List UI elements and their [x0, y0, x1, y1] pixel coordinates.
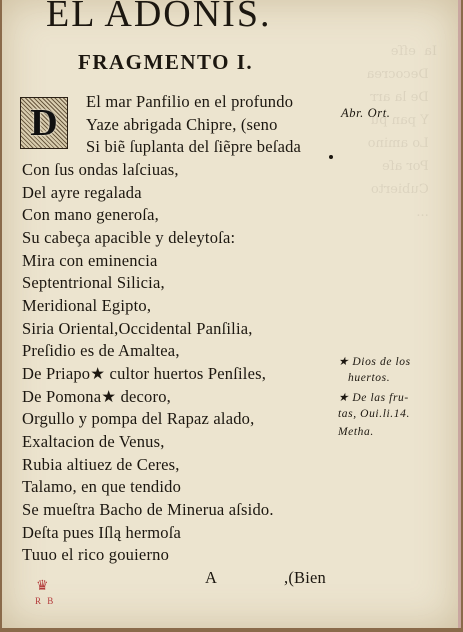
crown-stamp-icon: ♛	[36, 578, 49, 594]
marginal-note-1: huertos.	[348, 372, 391, 384]
marginal-note-source: Abr. Ort.	[341, 106, 391, 120]
show-through-text: Ia eſſe Decocrea De la arr Y pan pu Lo amino Por aſe Cubierto ...	[366, 44, 437, 220]
library-stamp: R B	[35, 596, 56, 606]
verse-line: Deſta pues Iſlą hermoſa	[22, 523, 181, 542]
verse-line: Talamo, en que tendido	[22, 477, 182, 496]
verse-line: Mira con eminencia	[22, 251, 158, 270]
running-title: EL ADONIS.	[46, 0, 272, 35]
verse-line: El mar Panfilio en el profundo	[86, 92, 294, 111]
verse-line: Septentrional Silicia,	[22, 273, 165, 292]
verse-line: Orgullo y pompa del Rapaz alado,	[22, 409, 255, 428]
catchword: ,(Bien	[284, 568, 326, 587]
verse-line: Del ayre regalada	[22, 183, 142, 202]
verse-line: Se mueſtra Bacho de Minerua aſsido.	[22, 500, 274, 519]
verse-line: De Priapo★ cultor huertos Penſiles,	[22, 364, 267, 383]
verse-line: Preſidio es de Amaltea,	[22, 341, 180, 360]
marginal-note-2: tas, Oui.li.14.	[338, 408, 410, 420]
verse-line: Exaltacion de Venus,	[22, 432, 165, 451]
verse-line: Con ſus ondas laſciuas,	[22, 160, 179, 179]
verse-line: Siria Oriental,Occidental Panſilia,	[22, 319, 253, 338]
marginal-note-1: ★ Dios de los	[338, 356, 411, 368]
verse-line: Meridional Egipto,	[22, 296, 152, 315]
signature-mark: A	[205, 568, 218, 587]
marginal-note-2: Metha.	[338, 426, 374, 438]
verse-line: Rubia altiuez de Ceres,	[22, 455, 180, 474]
verse-line: Con mano generoſa,	[22, 205, 159, 224]
marginal-note-2: ★ De las fru-	[338, 392, 409, 404]
verse-line: Tuuo el rico gouierno	[22, 545, 170, 564]
verse-line: Si biẽ ſuplanta del ſiẽpre beſada	[86, 137, 302, 156]
verse-line: Yaze abrigada Chipre, (seno	[86, 115, 278, 134]
section-heading: FRAGMENTO I.	[78, 50, 254, 74]
verse-line: De Pomona★ decoro,	[22, 387, 171, 406]
ornamental-initial: D	[20, 97, 68, 149]
book-page	[2, 0, 461, 628]
ink-mark	[329, 155, 333, 159]
verse-line: Su cabeça apacible y deleytoſa:	[22, 228, 236, 247]
